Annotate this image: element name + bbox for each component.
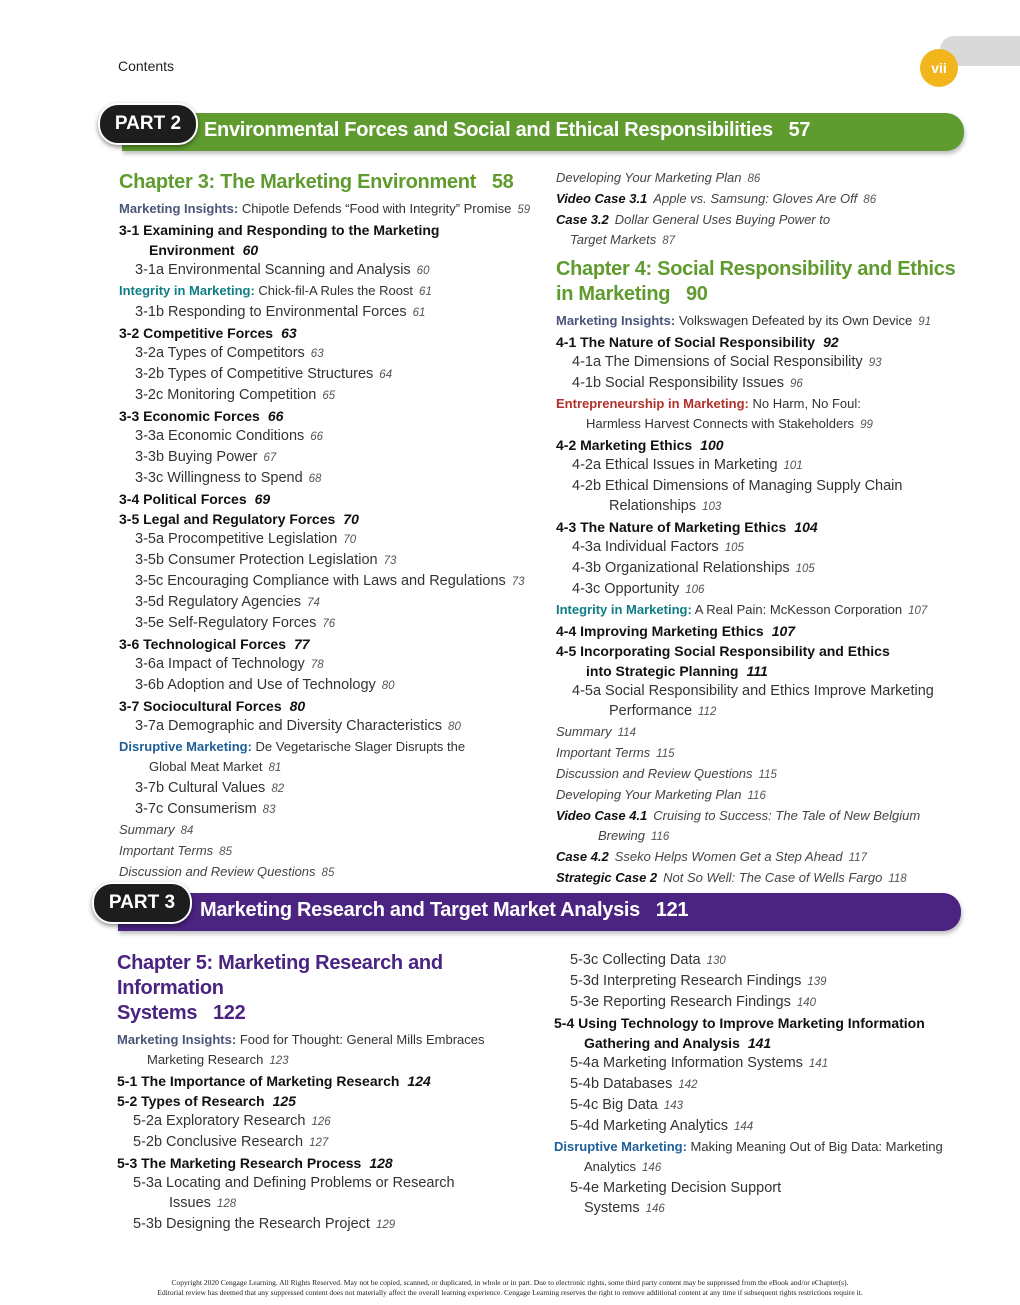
toc-subsection[interactable]: 4-5a Social Responsibility and Ethics Improve Marketing: [572, 683, 934, 699]
toc-subsection[interactable]: 4-3a Individual Factors 105: [572, 539, 744, 555]
toc-subsection[interactable]: 3-7b Cultural Values 82: [135, 780, 285, 796]
toc-endmatter[interactable]: Important Terms 85: [119, 843, 232, 858]
toc-section[interactable]: 3-1 Examining and Responding to the Marketing: [119, 222, 440, 238]
toc-section[interactable]: 4-1 The Nature of Social Responsibility 92: [556, 334, 839, 350]
toc-feature[interactable]: Marketing Insights: Chipotle Defends “Food with Integrity” Promise 59: [119, 201, 531, 216]
toc-subsection[interactable]: 5-3e Reporting Research Findings 140: [570, 994, 817, 1010]
toc-case-cont[interactable]: Target Markets 87: [570, 232, 676, 247]
toc-feature-cont[interactable]: Marketing Research 123: [147, 1052, 289, 1067]
toc-section[interactable]: 3-4 Political Forces 69: [119, 491, 271, 507]
toc-feature[interactable]: Disruptive Marketing: De Vegetarische Slager Disrupts the: [119, 739, 466, 754]
toc-endmatter[interactable]: Discussion and Review Questions 85: [119, 864, 335, 879]
toc-subsection[interactable]: 3-2c Monitoring Competition 65: [135, 387, 336, 403]
toc-endmatter[interactable]: Discussion and Review Questions 115: [556, 766, 777, 781]
part-2-label: PART 2: [98, 103, 198, 145]
toc-subsection[interactable]: 5-3a Locating and Defining Problems or Research: [133, 1175, 455, 1191]
part-3-banner: [118, 893, 961, 931]
toc-section[interactable]: 3-6 Technological Forces 77: [119, 636, 310, 652]
toc-endmatter[interactable]: Developing Your Marketing Plan 86: [556, 170, 761, 185]
toc-subsection[interactable]: 3-1a Environmental Scanning and Analysis 60: [135, 262, 430, 278]
chapter-3-title[interactable]: Chapter 3: The Marketing Environment 58: [119, 171, 514, 193]
chapter-4-title[interactable]: Chapter 4: Social Responsibility and Ethics in Marketing 90: [556, 258, 956, 305]
toc-subsection-cont[interactable]: Systems 146: [584, 1200, 665, 1216]
chapter-5-column-left: [117, 951, 547, 1235]
toc-feature[interactable]: Marketing Insights: Food for Thought: General Mills Embraces: [117, 1032, 485, 1047]
toc-subsection[interactable]: 5-2b Conclusive Research 127: [133, 1134, 329, 1150]
toc-subsection[interactable]: 4-2b Ethical Dimensions of Managing Supply Chain: [572, 478, 903, 494]
toc-subsection[interactable]: 5-3d Interpreting Research Findings 139: [570, 973, 827, 989]
part-2-title: [204, 119, 810, 142]
toc-feature-cont[interactable]: Global Meat Market 81: [149, 759, 282, 774]
toc-subsection[interactable]: 5-4a Marketing Information Systems 141: [570, 1055, 829, 1071]
toc-feature[interactable]: Disruptive Marketing: Making Meaning Out of Big Data: Marketing: [554, 1139, 943, 1154]
toc-section[interactable]: 3-3 Economic Forces 66: [119, 408, 284, 424]
chapter-3-column: [119, 170, 549, 883]
part-3-label: PART 3: [92, 882, 192, 924]
toc-endmatter[interactable]: Summary 84: [119, 822, 194, 837]
toc-subsection[interactable]: 4-1b Social Responsibility Issues 96: [572, 375, 803, 391]
toc-subsection[interactable]: 5-3c Collecting Data 130: [570, 952, 726, 968]
toc-subsection[interactable]: 3-1b Responding to Environmental Forces 61: [135, 304, 426, 320]
toc-subsection[interactable]: 3-5e Self-Regulatory Forces 76: [135, 615, 336, 631]
toc-section[interactable]: 5-1 The Importance of Marketing Research 124: [117, 1073, 431, 1089]
toc-subsection[interactable]: 3-3a Economic Conditions 66: [135, 428, 324, 444]
toc-subsection[interactable]: 3-2b Types of Competitive Structures 64: [135, 366, 393, 382]
toc-endmatter[interactable]: Developing Your Marketing Plan 116: [556, 787, 766, 802]
toc-subsection[interactable]: 3-3c Willingness to Spend 68: [135, 470, 322, 486]
chapter-4-column: [556, 168, 976, 889]
toc-subsection[interactable]: 3-5c Encouraging Compliance with Laws and Regulations 73: [135, 573, 525, 589]
toc-section-cont[interactable]: into Strategic Planning 111: [586, 663, 768, 679]
toc-section-cont[interactable]: Environment 60: [149, 242, 259, 258]
toc-subsection[interactable]: 3-6a Impact of Technology 78: [135, 656, 324, 672]
toc-section[interactable]: 4-2 Marketing Ethics 100: [556, 437, 724, 453]
toc-subsection[interactable]: 5-2a Exploratory Research 126: [133, 1113, 331, 1129]
toc-case[interactable]: Strategic Case 2 Not So Well: The Case of Wells Fargo 118: [556, 870, 907, 885]
toc-subsection[interactable]: 5-4d Marketing Analytics 144: [570, 1118, 754, 1134]
toc-subsection[interactable]: 4-2a Ethical Issues in Marketing 101: [572, 457, 803, 473]
toc-subsection-cont[interactable]: Performance 112: [609, 703, 717, 719]
toc-subsection[interactable]: 3-5a Procompetitive Legislation 70: [135, 531, 357, 547]
part-2-page: 57: [788, 119, 811, 141]
toc-subsection[interactable]: 3-7c Consumerism 83: [135, 801, 276, 817]
toc-subsection[interactable]: 4-1a The Dimensions of Social Responsibility 93: [572, 354, 882, 370]
part-3-page: 121: [655, 899, 689, 921]
page-number-badge: vii: [920, 49, 958, 87]
toc-case[interactable]: Case 3.2 Dollar General Uses Buying Power to: [556, 212, 831, 227]
toc-feature[interactable]: Entrepreneurship in Marketing: No Harm, No Foul:: [556, 396, 861, 411]
part-3-title-text: Marketing Research and Target Market Analysis: [200, 899, 640, 921]
toc-section-cont[interactable]: Gathering and Analysis 141: [584, 1035, 772, 1051]
toc-section[interactable]: 3-5 Legal and Regulatory Forces 70: [119, 511, 359, 527]
toc-subsection[interactable]: 5-3b Designing the Research Project 129: [133, 1216, 396, 1232]
toc-section[interactable]: 4-5 Incorporating Social Responsibility and Ethics: [556, 643, 890, 659]
toc-feature-cont[interactable]: Analytics 146: [584, 1159, 662, 1174]
toc-subsection[interactable]: 5-4b Databases 142: [570, 1076, 698, 1092]
toc-subsection[interactable]: 4-3b Organizational Relationships 105: [572, 560, 815, 576]
toc-subsection[interactable]: 3-6b Adoption and Use of Technology 80: [135, 677, 395, 693]
toc-subsection[interactable]: 5-4e Marketing Decision Support: [570, 1180, 782, 1196]
toc-feature-cont[interactable]: Harmless Harvest Connects with Stakeholders 99: [586, 416, 873, 431]
copyright-line-2: Editorial review has deemed that any suppressed content does not materially affect the overall learning experience. Cengage Learning reserves the right to remove additional content at any time if subsequent rights restrictions require it.: [157, 1288, 863, 1297]
toc-section[interactable]: 4-3 The Nature of Marketing Ethics 104: [556, 519, 818, 535]
chapter-5-title[interactable]: Chapter 5: Marketing Research and Information Systems 122: [117, 952, 443, 1024]
toc-subsection[interactable]: 3-2a Types of Competitors 63: [135, 345, 324, 361]
toc-section[interactable]: 3-2 Competitive Forces 63: [119, 325, 297, 341]
toc-feature[interactable]: Integrity in Marketing: Chick-fil-A Rules the Roost 61: [119, 283, 432, 298]
copyright-footer: [0, 1278, 1020, 1298]
copyright-line-1: Copyright 2020 Cengage Learning. All Rights Reserved. May not be copied, scanned, or duplicated, in whole or in part. Due to electronic rights, some third party content may be suppressed from the eBook and/or eChapter(s).: [171, 1278, 849, 1287]
toc-endmatter[interactable]: Important Terms 115: [556, 745, 675, 760]
toc-section[interactable]: 5-4 Using Technology to Improve Marketing Information: [554, 1015, 925, 1031]
toc-section[interactable]: 5-2 Types of Research 125: [117, 1093, 296, 1109]
toc-feature[interactable]: Integrity in Marketing: A Real Pain: McKesson Corporation 107: [556, 602, 928, 617]
running-header: Contents: [118, 58, 175, 74]
toc-section[interactable]: 5-3 The Marketing Research Process 128: [117, 1155, 393, 1171]
toc-subsection[interactable]: 3-3b Buying Power 67: [135, 449, 277, 465]
part-2-title-text: Environmental Forces and Social and Ethical Responsibilities: [204, 119, 773, 141]
toc-subsection-cont[interactable]: Relationships 103: [609, 498, 722, 514]
toc-subsection[interactable]: 3-5b Consumer Protection Legislation 73: [135, 552, 397, 568]
toc-section[interactable]: 4-4 Improving Marketing Ethics 107: [556, 623, 796, 639]
toc-subsection[interactable]: 3-7a Demographic and Diversity Characteristics 80: [135, 718, 461, 734]
toc-endmatter[interactable]: Summary 114: [556, 724, 636, 739]
toc-feature[interactable]: Marketing Insights: Volkswagen Defeated by its Own Device 91: [556, 313, 932, 328]
toc-subsection[interactable]: 4-3c Opportunity 106: [572, 581, 705, 597]
part-2-banner: [122, 113, 964, 151]
toc-subsection-cont[interactable]: Issues 128: [169, 1195, 237, 1211]
toc-subsection[interactable]: 3-5d Regulatory Agencies 74: [135, 594, 320, 610]
toc-case-cont[interactable]: Brewing 116: [598, 828, 670, 843]
toc-case[interactable]: Video Case 3.1 Apple vs. Samsung: Gloves Are Off 86: [556, 191, 877, 206]
chapter-5-column-right: [554, 950, 974, 1219]
toc-subsection[interactable]: 5-4c Big Data 143: [570, 1097, 684, 1113]
toc-case[interactable]: Video Case 4.1 Cruising to Success: The Tale of New Belgium: [556, 808, 921, 823]
toc-case[interactable]: Case 4.2 Sseko Helps Women Get a Step Ahead 117: [556, 849, 867, 864]
toc-section[interactable]: 3-7 Sociocultural Forces 80: [119, 698, 306, 714]
part-3-title: [200, 899, 688, 922]
